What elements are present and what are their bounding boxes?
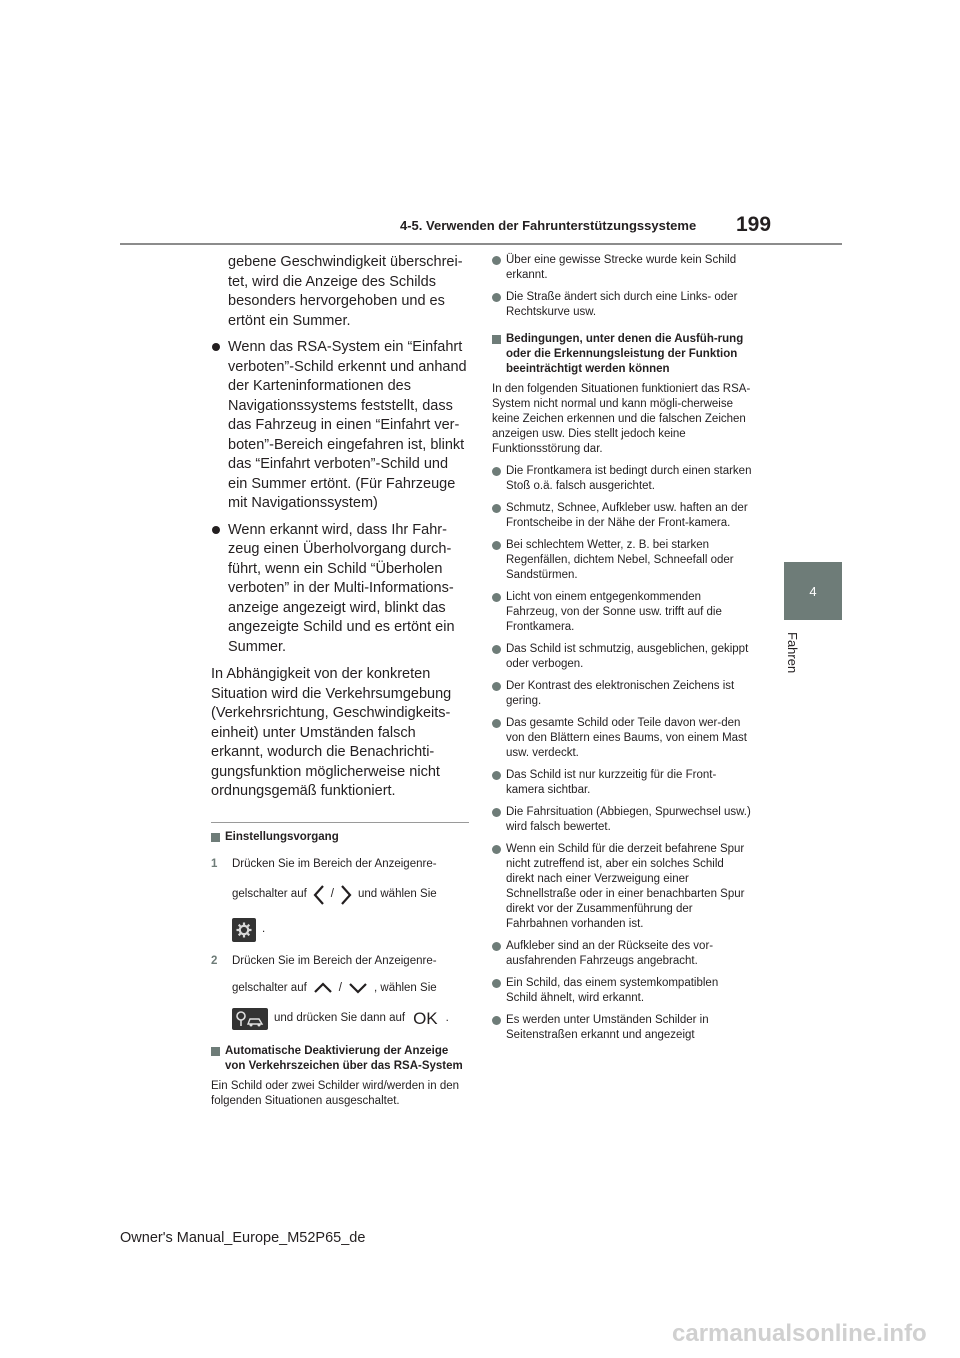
gear-icon xyxy=(232,918,256,942)
bullet-icon xyxy=(492,719,501,728)
bullet-icon xyxy=(212,343,220,351)
chapter-number: 4 xyxy=(809,583,817,599)
footer-text: Owner's Manual_Europe_M52P65_de xyxy=(120,1230,366,1246)
section-divider xyxy=(211,822,469,823)
auto-deactivation-heading: Automatische Deaktivierung der Anzeige von Verkehrszeichen über das RSA-System xyxy=(211,1044,469,1074)
list-item: Wenn das RSA-System ein “Einfahrt verboten”-Schild erkennt und anhand der Karteninformationen des Navigationssystems feststellt, dass das Fahrzeug in einen “Einfahrt ver-boten”-Bereich eingefahren ist, blinkt das “Einfahrt verboten”-Schild und ein Summer ertönt. (Für Fahrzeuge mit Navigationssystem) xyxy=(211,338,469,514)
square-bullet-icon xyxy=(211,833,220,842)
bullet-icon xyxy=(492,1016,501,1025)
list-item: Wenn erkannt wird, dass Ihr Fahr-zeug einen Überholvorgang durch-führt, wenn ein Schild “Überholen verboten” in der Multi-Informations-anzeige angezeigt wird, blinkt das angezeigte Schild und es ertönt ein Summer. xyxy=(211,521,469,658)
chevron-left-icon xyxy=(313,884,325,906)
list-item: Wenn ein Schild für die derzeit befahrene Spur nicht zutreffend ist, aber ein solches Schild direkt nach einer Verzweigung einer Schnellstraße oder in einer benachbarten Spur direkt vor der Zusammenführung der Fahrbahnen vorhanden ist. xyxy=(492,842,752,932)
list-item: Die Straße ändert sich durch eine Links- oder Rechtskurve usw. xyxy=(492,290,752,320)
chapter-label: Fahren xyxy=(785,632,800,674)
ok-icon: OK xyxy=(413,1009,438,1028)
bullet-icon xyxy=(492,808,501,817)
bullet-icon xyxy=(492,593,501,602)
step-number: 1 xyxy=(211,857,218,870)
chevron-right-icon xyxy=(340,884,352,906)
header-divider xyxy=(120,243,842,245)
list-item: Aufkleber sind an der Rückseite des vor-ausfahrenden Fahrzeugs angebracht. xyxy=(492,939,752,969)
step-1: 1 Drücken Sie im Bereich der Anzeigenre- gelschalter auf / und wählen Sie . xyxy=(211,857,469,942)
bullet-icon xyxy=(492,979,501,988)
chapter-tab xyxy=(784,562,842,620)
bullet-group-a xyxy=(492,253,752,320)
list-item: Der Kontrast des elektronischen Zeichens ist gering. xyxy=(492,679,752,709)
chevron-down-icon xyxy=(348,982,368,994)
paragraph: In Abhängigkeit von der konkreten Situation wird die Verkehrsumgebung (Verkehrsrichtung, Geschwindigkeits-einheit) unter Umständen falsch erkannt, wodurch die Benachrichti-gungsfunktion möglicherweise nicht ordnungsgemäß funktioniert. xyxy=(211,666,452,799)
square-bullet-icon xyxy=(492,335,501,344)
list-item: Es werden unter Umständen Schilder in Seitenstraßen erkannt und angezeigt xyxy=(492,1013,752,1043)
bullet-group-b xyxy=(492,464,752,1043)
step-2: 2 Drücken Sie im Bereich der Anzeigenre- gelschalter auf / , wählen Sie und drücken Sie dann auf OK . xyxy=(211,954,449,1028)
settings-heading: Einstellungsvorgang xyxy=(211,830,469,845)
chevron-up-icon xyxy=(313,982,333,994)
list-item: Ein Schild, das einem systemkompatiblen Schild ähnelt, wird erkannt. xyxy=(492,976,752,1006)
right-column xyxy=(492,253,752,1043)
bullet-icon xyxy=(492,467,501,476)
section-title: 4-5. Verwenden der Fahrunterstützungssysteme xyxy=(400,218,697,233)
list-item: Das Schild ist nur kurzzeitig für die Front-kamera sichtbar. xyxy=(492,768,752,798)
bullet-icon xyxy=(492,256,501,265)
bullet-icon xyxy=(492,293,501,302)
bullet-icon xyxy=(492,504,501,513)
auto-deactivation-text: Ein Schild oder zwei Schilder wird/werden in den folgenden Situationen ausgeschaltet. xyxy=(211,1079,460,1107)
list-item: Das Schild ist schmutzig, ausgeblichen, gekippt oder verbogen. xyxy=(492,642,752,672)
list-item: Bei schlechtem Wetter, z. B. bei starken Regenfällen, dichtem Nebel, Schneefall oder Sandstürmen. xyxy=(492,538,752,583)
conditions-intro: In den folgenden Situationen funktioniert das RSA-System nicht normal und kann mögli-cherweise keine Zeichen erkennen und die falschen Zeichen anzeigen usw. Dies stellt jedoch keine Funktionsstörung dar. xyxy=(492,383,751,455)
rsa-sign-car-icon xyxy=(232,1008,268,1030)
bullet-icon xyxy=(492,771,501,780)
list-item: Über eine gewisse Strecke wurde kein Schild erkannt. xyxy=(492,253,752,283)
watermark: carmanualsonline.info xyxy=(672,1320,927,1347)
bullet-icon xyxy=(492,942,501,951)
bullet-icon xyxy=(492,645,501,654)
continued-text: gebene Geschwindigkeit überschrei-tet, wird die Anzeige des Schilds besonders hervorgehoben und es ertönt ein Summer. xyxy=(228,254,463,329)
square-bullet-icon xyxy=(211,1047,220,1056)
step-number: 2 xyxy=(211,954,218,967)
bullet-icon xyxy=(492,682,501,691)
list-item: Die Fahrsituation (Abbiegen, Spurwechsel usw.) wird falsch bewertet. xyxy=(492,805,752,835)
list-item: Das gesamte Schild oder Teile davon wer-den von den Blättern eines Baums, von einem Mast usw. verdeckt. xyxy=(492,716,752,761)
bullet-icon xyxy=(492,845,501,854)
conditions-heading: Bedingungen, unter denen die Ausfüh-rung oder die Erkennungsleistung der Funktion beeinträchtigt werden können xyxy=(492,332,752,377)
bullet-icon xyxy=(212,526,220,534)
left-column xyxy=(211,253,469,1109)
list-item: Die Frontkamera ist bedingt durch einen starken Stoß o.ä. falsch ausgerichtet. xyxy=(492,464,752,494)
page-number: 199 xyxy=(736,213,772,236)
bullet-icon xyxy=(492,541,501,550)
list-item: Schmutz, Schnee, Aufkleber usw. haften an der Frontscheibe in der Nähe der Front-kamera. xyxy=(492,501,752,531)
list-item: Licht von einem entgegenkommenden Fahrzeug, von der Sonne usw. trifft auf die Frontkamera. xyxy=(492,590,752,635)
